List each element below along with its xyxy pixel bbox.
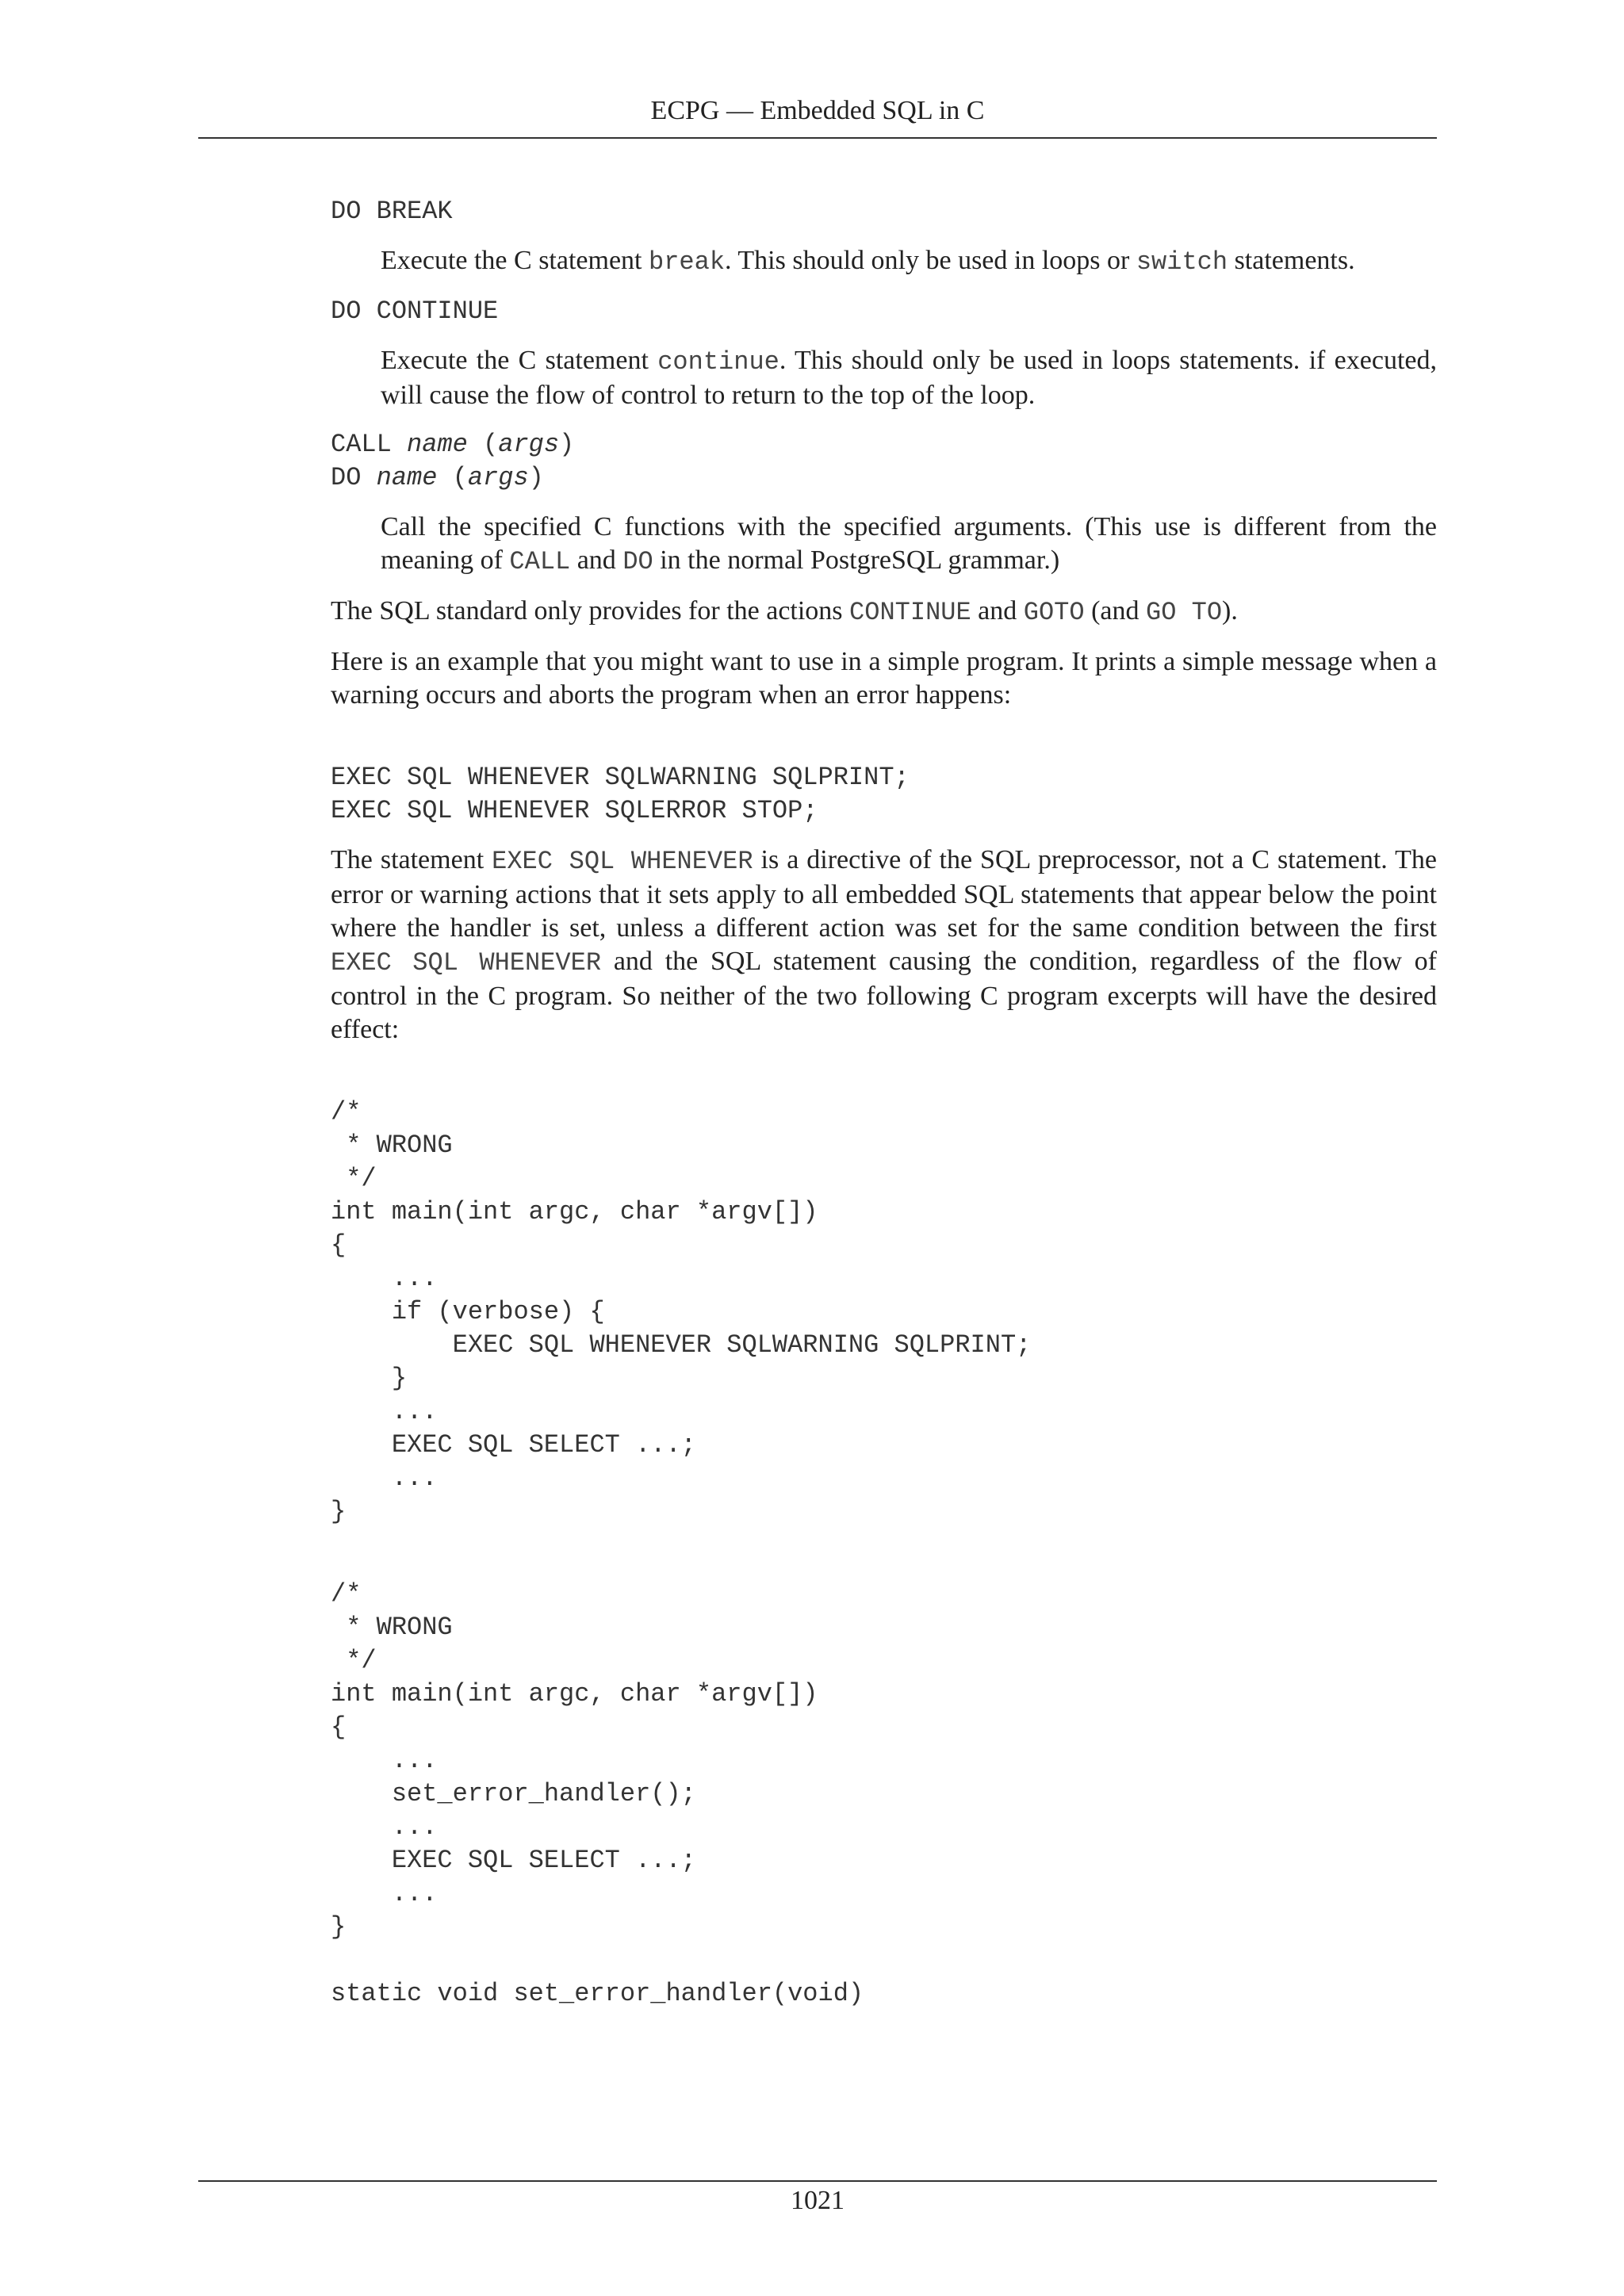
page-content xyxy=(331,195,1437,2011)
footer-rule xyxy=(198,2180,1437,2182)
inline-code: DO xyxy=(622,547,653,576)
header-rule xyxy=(198,137,1437,139)
wrong-example-code-2: /* * WRONG */ int main(int argc, char *argv[]) { ... set_error_handler(); ... EXEC SQL SELECT ...; ... } static void set_error_handler(void) xyxy=(331,1579,864,2008)
inline-code: continue xyxy=(657,347,779,377)
inline-code: CALL xyxy=(509,547,571,576)
call-term: CALL name (args) xyxy=(331,430,575,459)
example-code-block: EXEC SQL WHENEVER SQLWARNING SQLPRINT; EXEC SQL WHENEVER SQLERROR STOP; xyxy=(331,763,910,825)
inline-code: switch xyxy=(1136,247,1228,277)
example-intro: Here is an example that you might want to use in a simple program. It prints a simple message when a warning occurs and aborts the program when an error happens: xyxy=(331,647,1437,710)
do-continue-term: DO CONTINUE xyxy=(331,297,499,326)
inline-code: EXEC SQL WHENEVER xyxy=(492,847,753,876)
standard-note: The SQL standard only provides for the actions CONTINUE and GOTO (and GO TO). xyxy=(331,596,1238,627)
inline-code: EXEC SQL WHENEVER xyxy=(331,948,602,978)
inline-code: GO TO xyxy=(1146,598,1223,627)
inline-code: break xyxy=(649,247,726,277)
running-header: ECPG — Embedded SQL in C xyxy=(650,96,985,125)
call-definition: Call the specified C functions with the specified arguments. (This use is different from the meaning of CALL and DO in the normal PostgreSQL grammar.) xyxy=(381,512,1437,576)
do-break-definition: Execute the C statement break. This should only be used in loops or switch statements. xyxy=(381,246,1355,277)
page-number: 1021 xyxy=(791,2186,845,2215)
inline-code: CONTINUE xyxy=(849,598,971,627)
do-name-term: DO name (args) xyxy=(331,463,544,492)
do-break-term: DO BREAK xyxy=(331,197,453,226)
whenever-directive-paragraph: The statement EXEC SQL WHENEVER is a directive of the SQL preprocessor, not a C statement. The error or warning actions that it sets apply to all embedded SQL statements that appear below the point where the handler is set, unless a different action was set for the same condition between the first EXEC SQL WHENEVER and the SQL statement causing the condition, regardless of the flow of control in the C program. So neither of the two following C program excerpts will have the desired effect: xyxy=(331,845,1438,1044)
wrong-example-code-1: /* * WRONG */ int main(int argc, char *argv[]) { ... if (verbose) { EXEC SQL WHENEVER SQLWARNING SQLPRINT; } ... EXEC SQL SELECT ...; ... } xyxy=(331,1097,1032,1526)
do-continue-definition: Execute the C statement continue. This should only be used in loops statements. if executed, will cause the flow of control to return to the top of the loop. xyxy=(381,346,1437,410)
inline-code: GOTO xyxy=(1023,598,1085,627)
